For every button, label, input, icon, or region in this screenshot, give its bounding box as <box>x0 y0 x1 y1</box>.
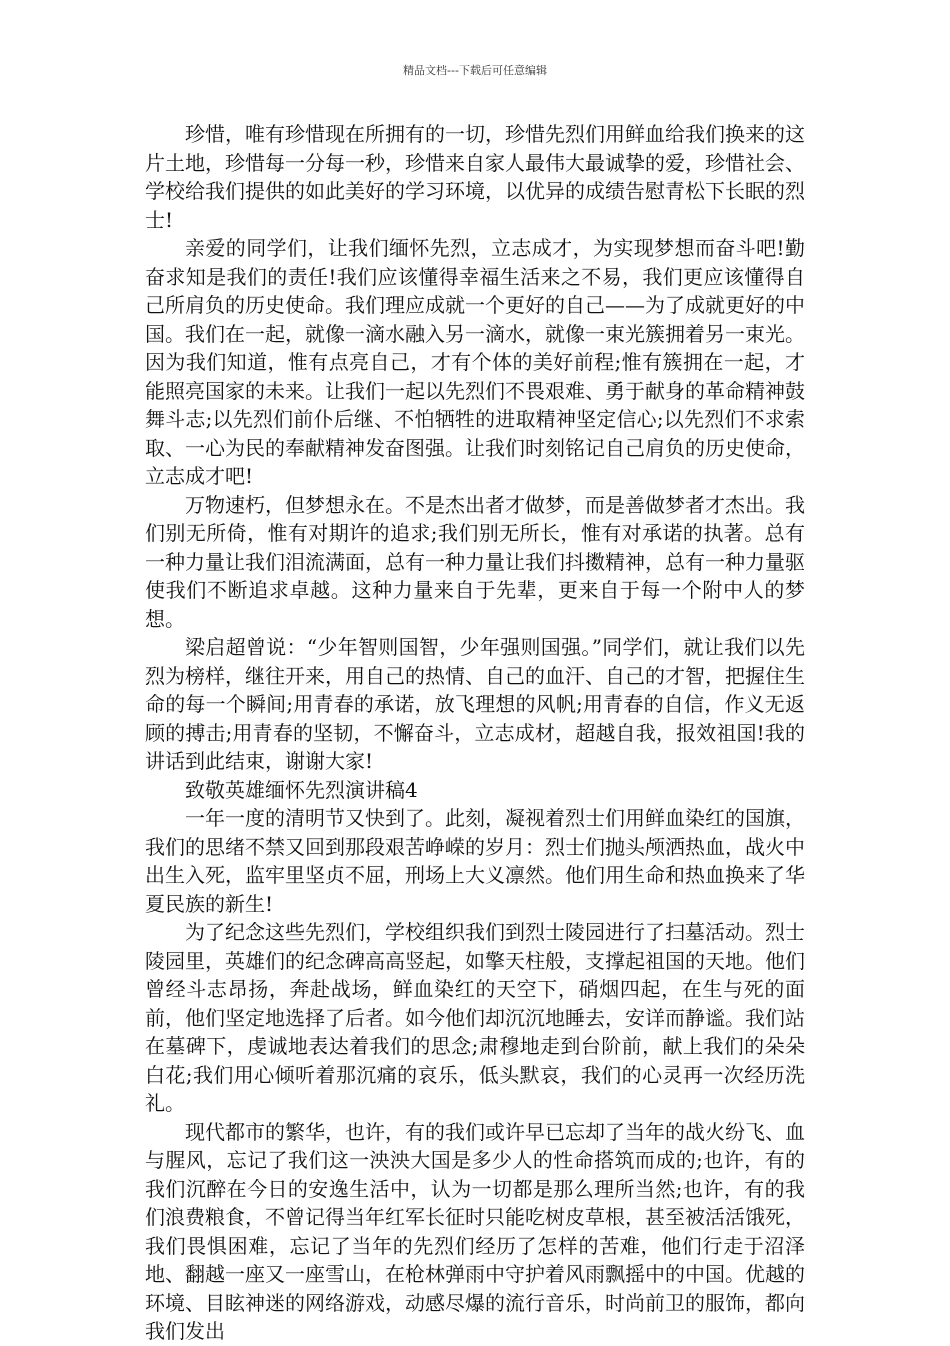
section-title: 致敬英雄缅怀先烈演讲稿4 <box>185 777 418 802</box>
paragraph: 亲爱的同学们，让我们缅怀先烈，立志成才，为实现梦想而奋斗吧!勤奋求知是我们的责任!我们应该懂得幸福生活来之不易，我们更应该懂得自己所肩负的历史使命。我们理应成就一个更好的自己——为了成就更好的中国。我们在一起，就像一滴水融入另一滴水，就像一束光簇拥着另一束光。因为我们知道，惟有点亮自己，才有个体的美好前程;惟有簇拥在一起，才能照亮国家的未来。让我们一起以先烈们不畏艰难、勇于献身的革命精神鼓舞斗志;以先烈们前仆后继、不怕牺牲的进取精神坚定信心;以先烈们不求索取、一心为民的奉献精神发奋图强。让我们时刻铭记自己肩负的历史使命，立志成才吧! <box>145 236 805 488</box>
paragraph: 一年一度的清明节又快到了。此刻，凝视着烈士们用鲜血染红的国旗，我们的思绪不禁又回到那段艰苦峥嵘的岁月：烈士们抛头颅洒热血，战火中出生入死，监牢里坚贞不屈，刑场上大义凛然。他们用生命和热血换来了华夏民族的新生! <box>145 806 805 916</box>
document-body <box>145 120 805 1346</box>
paragraph: 万物速朽，但梦想永在。不是杰出者才做梦，而是善做梦者才杰出。我们别无所倚，惟有对期许的追求;我们别无所长，惟有对承诺的执著。总有一种力量让我们泪流满面，总有一种力量让我们抖擞精神，总有一种力量驱使我们不断追求卓越。这种力量来自于先辈，更来自于每一个附中人的梦想。 <box>145 492 805 631</box>
paragraph: 为了纪念这些先烈们，学校组织我们到烈士陵园进行了扫墓活动。烈士陵园里，英雄们的纪念碑高高竖起，如擎天柱般，支撑起祖国的天地。他们曾经斗志昂扬，奔赴战场，鲜血染红的天空下，硝烟四起，在生与死的面前，他们坚定地选择了后者。如今他们却沉沉地睡去，安详而静谧。我们站在墓碑下，虔诚地表达着我们的思念;肃穆地走到台阶前，献上我们的朵朵白花;我们用心倾听着那沉痛的哀乐，低头默哀，我们的心灵再一次经历洗礼。 <box>145 920 805 1115</box>
paragraph: 梁启超曾说：“少年智则国智，少年强则国强。”同学们，就让我们以先烈为榜样，继往开来，用自己的热情、自己的血汗、自己的才智，把握住生命的每一个瞬间;用青春的承诺，放飞理想的风帆;用青春的自信，作义无返顾的搏击;用青春的坚韧，不懈奋斗，立志成材，超越自我，报效祖国!我的讲话到此结束，谢谢大家! <box>145 635 805 773</box>
paragraph: 现代都市的繁华，也许，有的我们或许早已忘却了当年的战火纷飞、血与腥风，忘记了我们这一泱泱大国是多少人的性命搭筑而成的;也许，有的我们沉醉在今日的安逸生活中，认为一切都是那么理所当然;也许，有的我们浪费粮食，不曾记得当年红军长征时只能吃树皮草根，甚至被活活饿死，我们畏惧困难，忘记了当年的先烈们经历了怎样的苦难，他们行走于沼泽地、翻越一座又一座雪山，在枪林弹雨中守护着风雨飘摇中的中国。优越的环境、目眩神迷的网络游戏，动感尽爆的流行音乐，时尚前卫的服饰，都向我们发出 <box>145 1119 805 1343</box>
paragraph: 珍惜，唯有珍惜现在所拥有的一切，珍惜先烈们用鲜血给我们换来的这片土地，珍惜每一分每一秒，珍惜来自家人最伟大最诚挚的爱，珍惜社会、学校给我们提供的如此美好的学习环境，以优异的成绩告慰青松下长眠的烈士! <box>145 122 805 232</box>
page-header: 精品文档---下载后可任意编辑 <box>403 64 547 77</box>
